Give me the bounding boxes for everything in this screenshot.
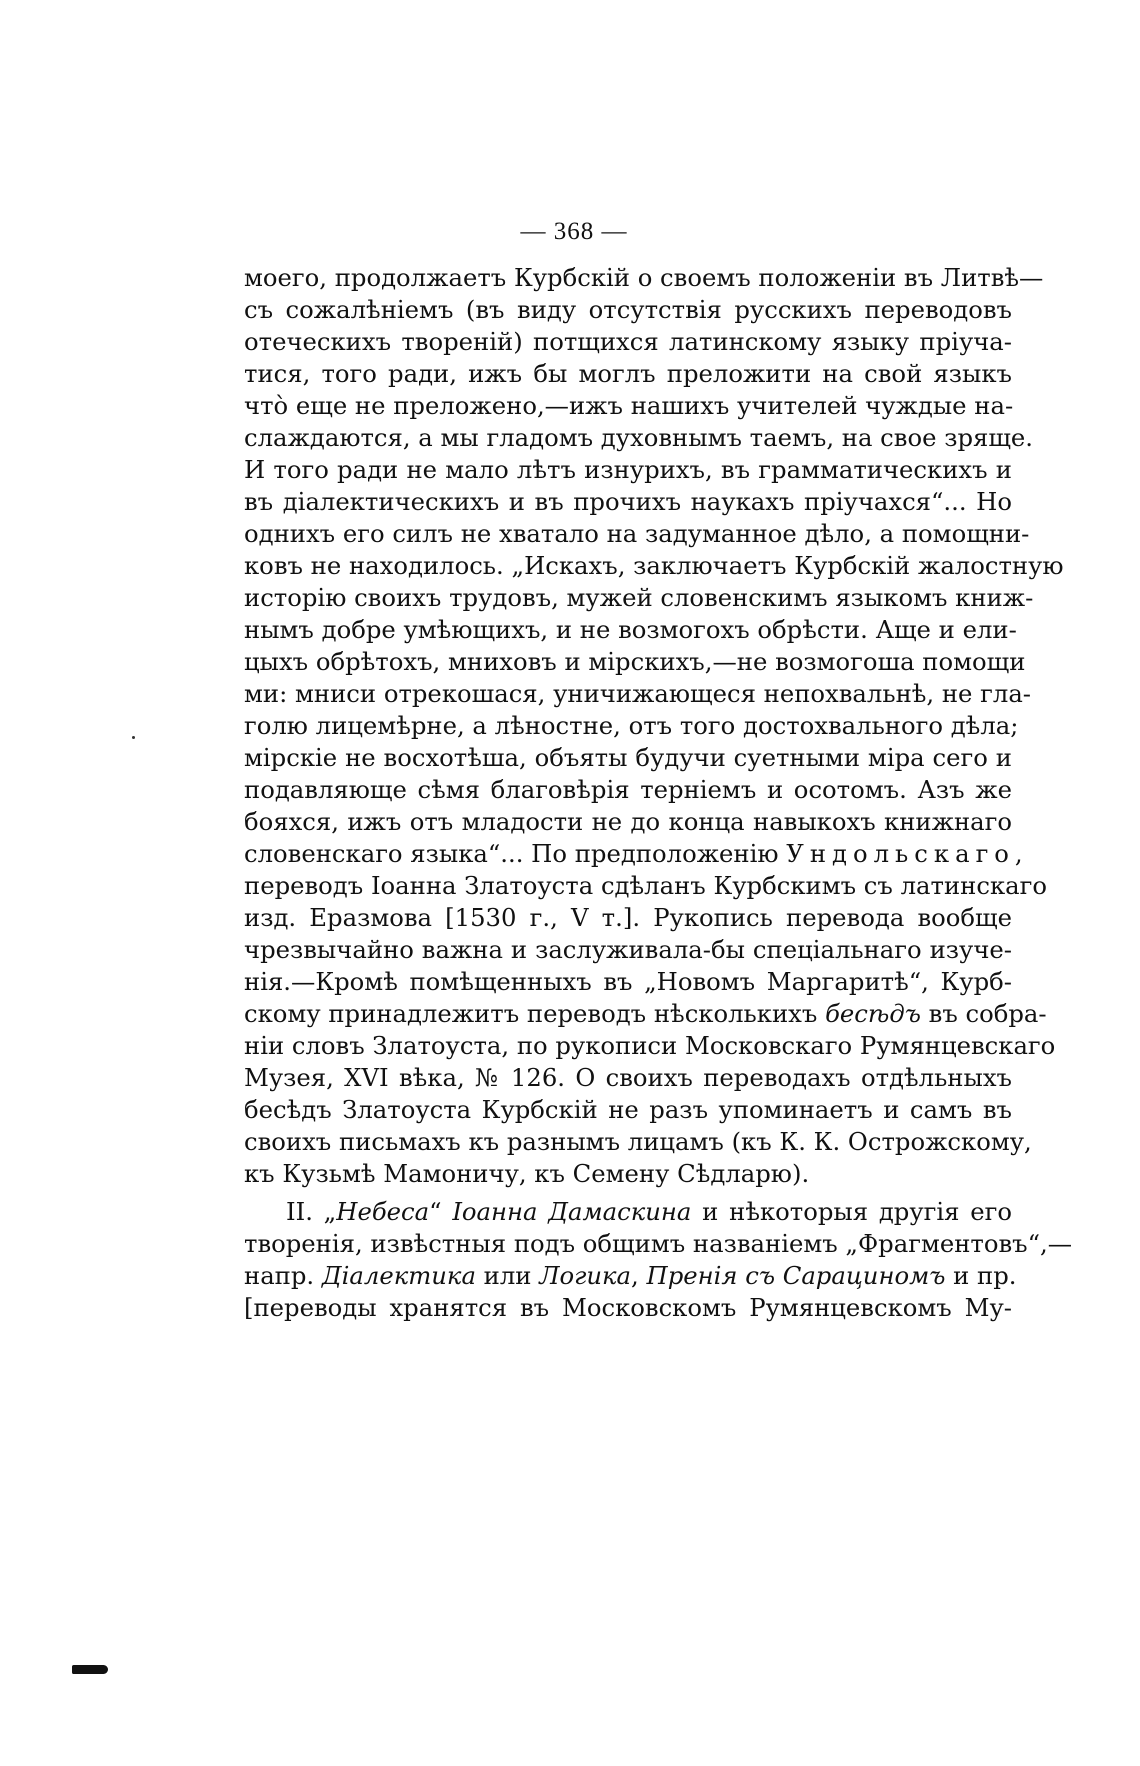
scan-speck bbox=[132, 736, 135, 739]
text-run: , bbox=[1014, 839, 1023, 868]
text-line: переводъ Іоанна Златоуста сдѣланъ Курбскимъ съ латинскаго bbox=[244, 871, 1047, 900]
text-line bbox=[244, 1260, 1017, 1292]
spaced-name: Ундольскаго bbox=[786, 839, 1015, 868]
text-run: и нѣкоторыя другія его bbox=[691, 1197, 1012, 1226]
text-run: и пр. bbox=[945, 1261, 1017, 1290]
text-run: словенскаго языка“... По предположенію bbox=[244, 839, 787, 868]
text-run: напр. bbox=[244, 1261, 322, 1290]
text-line: бесѣдъ Златоуста Курбскій не разъ упоминаетъ и самъ въ bbox=[244, 1095, 1012, 1124]
text-line: однихъ его силъ не хватало на задуманное дѣло, а помощни- bbox=[244, 519, 1030, 548]
text-line: отеческихъ твореній) потщихся латинскому языку пріуча- bbox=[244, 327, 1012, 356]
text-run: скому принадлежитъ переводъ нѣсколькихъ bbox=[244, 999, 826, 1028]
text-line: нымъ добре умѣющихъ, и не возмогохъ обрѣсти. Аще и ели- bbox=[244, 615, 1017, 644]
text-line: подавляюще сѣмя благовѣрія терніемъ и осотомъ. Азъ же bbox=[244, 775, 1012, 804]
text-line: что̀ еще не преложено,—ижъ нашихъ учителей чуждые на- bbox=[244, 391, 1014, 420]
text-line: моего, продолжаетъ Курбскій о своемъ положеніи въ Литвѣ— bbox=[244, 263, 1044, 292]
text-run: въ собра- bbox=[920, 999, 1047, 1028]
text-line: голю лицемѣрне, а лѣностне, отъ того достохвального дѣла; bbox=[244, 711, 1019, 740]
text-line: къ Кузьмѣ Мамоничу, къ Семену Сѣдларю). bbox=[244, 1159, 810, 1188]
text-run: II. „ bbox=[286, 1197, 337, 1226]
text-line: Музея, XVI вѣка, № 126. О своихъ переводахъ отдѣльныхъ bbox=[244, 1063, 1012, 1092]
text-line: изд. Еразмова [1530 г., V т.]. Рукопись перевода вообще bbox=[244, 903, 1012, 932]
text-line: творенія, извѣстныя подъ общимъ названіемъ „Фрагментовъ“,— bbox=[244, 1229, 1073, 1258]
text-line: ковъ не находилось. „Искахъ, заключаетъ Курбскій жалостную bbox=[244, 551, 1064, 580]
italic-title: Діалектика bbox=[321, 1261, 476, 1290]
text-line: нія.—Кромѣ помѣщенныхъ въ „Новомъ Маргаритѣ“, Курб- bbox=[244, 967, 1012, 996]
page-number: — 368 — bbox=[520, 218, 628, 245]
text-run: “ bbox=[429, 1197, 453, 1226]
italic-author: Іоанна Дамаскина bbox=[452, 1197, 692, 1226]
text-line: И того ради не мало лѣтъ изнурихъ, въ грамматическихъ и bbox=[244, 455, 1012, 484]
italic-word: бесѣдъ bbox=[825, 999, 921, 1028]
margin-ink-mark bbox=[72, 1665, 108, 1674]
text-line bbox=[244, 1196, 1012, 1228]
text-line: своихъ письмахъ къ разнымъ лицамъ (къ К. К. Острожскому, bbox=[244, 1127, 1032, 1156]
body-text bbox=[244, 262, 1073, 1324]
text-line: въ діалектическихъ и въ прочихъ наукахъ пріучахся“... Но bbox=[244, 487, 1012, 516]
text-line: съ сожалѣніемъ (въ виду отсутствія русскихъ переводовъ bbox=[244, 295, 1012, 324]
text-run: или bbox=[475, 1261, 540, 1290]
text-line bbox=[244, 998, 1047, 1030]
italic-title: Небеса bbox=[336, 1197, 430, 1226]
text-line: ніи словъ Златоуста, по рукописи Московскаго Румянцевскаго bbox=[244, 1031, 1056, 1060]
text-line: [переводы хранятся въ Московскомъ Румянцевскомъ Му- bbox=[244, 1293, 1012, 1322]
text-line: цыхъ обрѣтохъ, мниховъ и мірскихъ,—не возмогоша помощи bbox=[244, 647, 1026, 676]
text-line: слаждаются, а мы гладомъ духовнымъ таемъ, на свое зряще. bbox=[244, 423, 1034, 452]
text-line: мірскіе не восхотѣша, объяты будучи суетными міра сего и bbox=[244, 743, 1012, 772]
text-run: , bbox=[631, 1261, 647, 1290]
italic-title: Логика bbox=[539, 1261, 632, 1290]
text-line: чрезвычайно важна и заслуживала-бы спеціальнаго изуче- bbox=[244, 935, 1012, 964]
text-line: бояхся, ижъ отъ младости не до конца навыкохъ книжнаго bbox=[244, 807, 1012, 836]
italic-title: Пренія съ Сарациномъ bbox=[646, 1261, 946, 1290]
text-line: ми: мниси отрекошася, уничижающеся непохвальнѣ, не гла- bbox=[244, 679, 1032, 708]
text-line: тися, того ради, ижъ бы моглъ преложити на свой языкъ bbox=[244, 359, 1012, 388]
text-line: исторію своихъ трудовъ, мужей словенскимъ языкомъ книж- bbox=[244, 583, 1034, 612]
text-line bbox=[244, 838, 1023, 870]
